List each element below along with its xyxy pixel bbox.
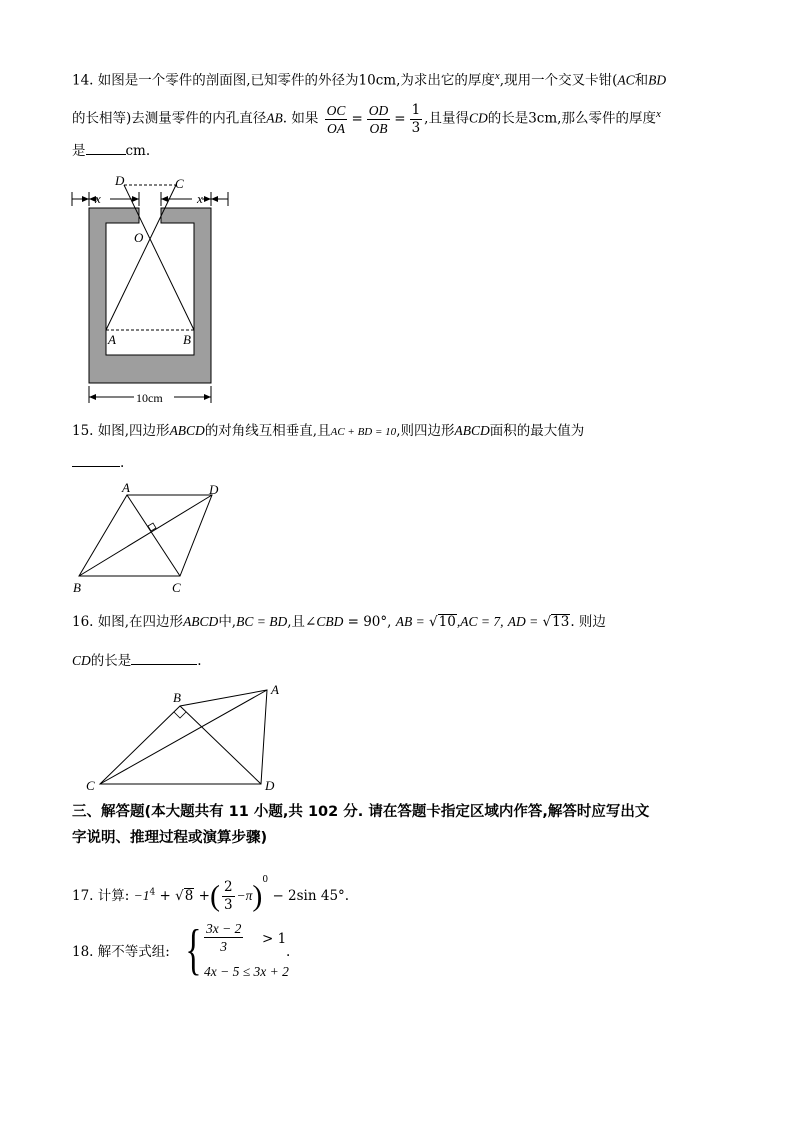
q16-abcd: ABCD [183, 614, 219, 629]
q16-text: . 则边 [570, 614, 606, 630]
q14-var-x: x [655, 108, 661, 120]
label-d: D [265, 778, 275, 793]
q15-text: ,则四边形 [396, 423, 455, 439]
label-c: C [172, 580, 181, 595]
label-b: B [173, 690, 181, 705]
q17-prefix: 17. 计算: [72, 888, 130, 904]
q15-abcd: ABCD [169, 423, 205, 438]
q14-line3 [72, 140, 150, 161]
label-a: A [271, 682, 279, 697]
q14-text: ,且量得 [424, 110, 469, 127]
q18-ineq1-fraction: $\frac{3x - 2}{3}$ [206, 921, 242, 954]
caliper-arm-ca [106, 185, 176, 330]
q14-ab: AB [266, 110, 283, 126]
q17-line: 17. 计算: $-1^4 + √8$ +( $\frac{2}{3}$ −π)$^0$ − 2sin 45°. [72, 875, 350, 913]
q17-sqrt-8: √8 [175, 888, 194, 904]
q14-line1 [72, 66, 666, 91]
q16-line1: 16. 如图,在四边形ABCD中,BC = BD,且∠CBD = 90°, AB = √10,AC = 7, AD = √13. 则边 [72, 614, 606, 630]
q16-answer-blank[interactable] [131, 650, 197, 665]
q16-line2: CD的长是 . [72, 650, 202, 671]
q14-text: 14. 如图是一个零件的剖面图,已知零件的外径为10cm,为求出它的厚度 [72, 72, 495, 89]
q14-text: cm. [125, 143, 151, 159]
q16-ab: AB = [395, 614, 425, 629]
part-cross-section [89, 208, 211, 383]
q14-fraction-one-third: $\frac{1}{3}$ [411, 101, 421, 136]
q16-figure [80, 680, 290, 795]
exam-page: 14. 如图是一个零件的剖面图,已知零件的外径为10cm,为求出它的厚度$^x$,现用一个交叉卡钳(AC和BD 的长相等)去测量零件的内孔直径AB. 如果 $\frac{OC}{OA}$ = $\frac{OD}{OB}$ = $\frac{1}{3}$ ,且量得CD的长是3cm,那么零件的厚度$^x$ 是 cm. D C O A B x x 10cm 15. 如图,四边形ABCD的对角线互相垂直,且AC + BD = 10,则四边形ABCD面积的最大值为 . A D B C 16. 如图,在四边形ABCD中,BC = BD,且∠CBD = 90°, AB = √10,AC = 7, AD = √13. 则边 CD的长是 . B A C D 三、解答题(本大题共有 11 小题,共 102 分. 请在答题卡指定区域内作答,解答时应写出文 字说明、推理过程或演算步骤) 17. 计算: $-1^4 + √8$ +( $\frac{2}{3}$ −π)$^0$ − 2sin 45°. 18. 解不等式组: { $\frac{3x - 2}{3}$ > 1 4x − 5 ≤ 3x + 2 . [0, 0, 794, 1123]
q14-text: 的长是3cm,那么零件的厚度 [487, 110, 656, 127]
q14-var-x: x [494, 70, 500, 82]
q16-text: 16. 如图,在四边形 [72, 614, 184, 630]
q14-answer-blank[interactable] [86, 140, 126, 155]
q16-cd: CD [72, 653, 91, 668]
q16-ac: ,AC = 7, [456, 614, 504, 629]
label-d: D [209, 482, 219, 497]
q15-line2: . [72, 452, 124, 473]
label-x-right: x [197, 191, 203, 206]
section3-heading-line1: 三、解答题(本大题共有 11 小题,共 102 分. 请在答题卡指定区域内作答,解答时应写出文 [72, 804, 650, 820]
q15-line1 [72, 421, 584, 442]
q15-abcd: ABCD [454, 423, 490, 438]
label-width: 10cm [136, 391, 163, 405]
q17-fraction: $\frac{2}{3}$ [223, 879, 233, 913]
q14-fraction-od-ob: $\frac{OD}{OB}$ [368, 102, 389, 136]
q14-cd: CD [468, 110, 488, 126]
label-x-left: x [95, 191, 101, 206]
q15-figure [70, 480, 230, 598]
q14-text: ,现用一个交叉卡钳( [499, 72, 618, 89]
label-a: A [108, 332, 116, 347]
q16-bc-eq-bd: BC = BD [236, 614, 288, 629]
q16-text: 的长是 [90, 653, 132, 669]
label-b: B [183, 332, 191, 347]
q14-text: . 如果 [282, 110, 319, 127]
q16-angle: CBD [316, 614, 344, 629]
q16-text: ,且∠ [287, 614, 317, 630]
q14-bd: BD [648, 72, 667, 88]
q16-text: 中, [218, 614, 237, 630]
q15-text: 面积的最大值为 [489, 423, 585, 439]
q14-text: 和 [634, 72, 649, 89]
q15-condition: AC + BD = 10 [330, 426, 397, 438]
q14-line2: 的长相等)去测量零件的内孔直径AB. 如果 $\frac{OC}{OA}$ = $\frac{OD}{OB}$ = $\frac{1}{3}$ ,且量得CD的长是3cm,那么零件的厚度$^x$ [72, 101, 661, 136]
q14-text: 是 [72, 143, 86, 159]
q14-fraction-oc-oa: $\frac{OC}{OA}$ [326, 102, 346, 136]
q14-ac: AC [617, 72, 635, 88]
label-b: B [73, 580, 81, 595]
label-d: D [115, 173, 125, 188]
q14-figure [66, 170, 236, 408]
q15-text: 的对角线互相垂直,且 [204, 423, 331, 439]
label-o: O [134, 230, 144, 245]
section3-heading-line2: 字说明、推理过程或演算步骤) [72, 830, 268, 846]
q15-answer-blank[interactable] [72, 452, 120, 467]
q16-sqrt-10: √10 [429, 614, 456, 630]
q14-text: 的长相等)去测量零件的内孔直径 [72, 110, 267, 127]
q16-sqrt-13: √13 [542, 614, 570, 630]
q16-ad: AD = [507, 614, 539, 629]
q18-ineq2: 4x − 5 ≤ 3x + 2 [204, 964, 289, 979]
label-c: C [175, 176, 184, 191]
label-c: C [86, 778, 95, 793]
label-a: A [122, 480, 130, 495]
caliper-arm-db [124, 185, 194, 330]
q18-prefix: 18. 解不等式组: [72, 944, 170, 960]
q15-text: 15. 如图,四边形 [72, 423, 170, 439]
